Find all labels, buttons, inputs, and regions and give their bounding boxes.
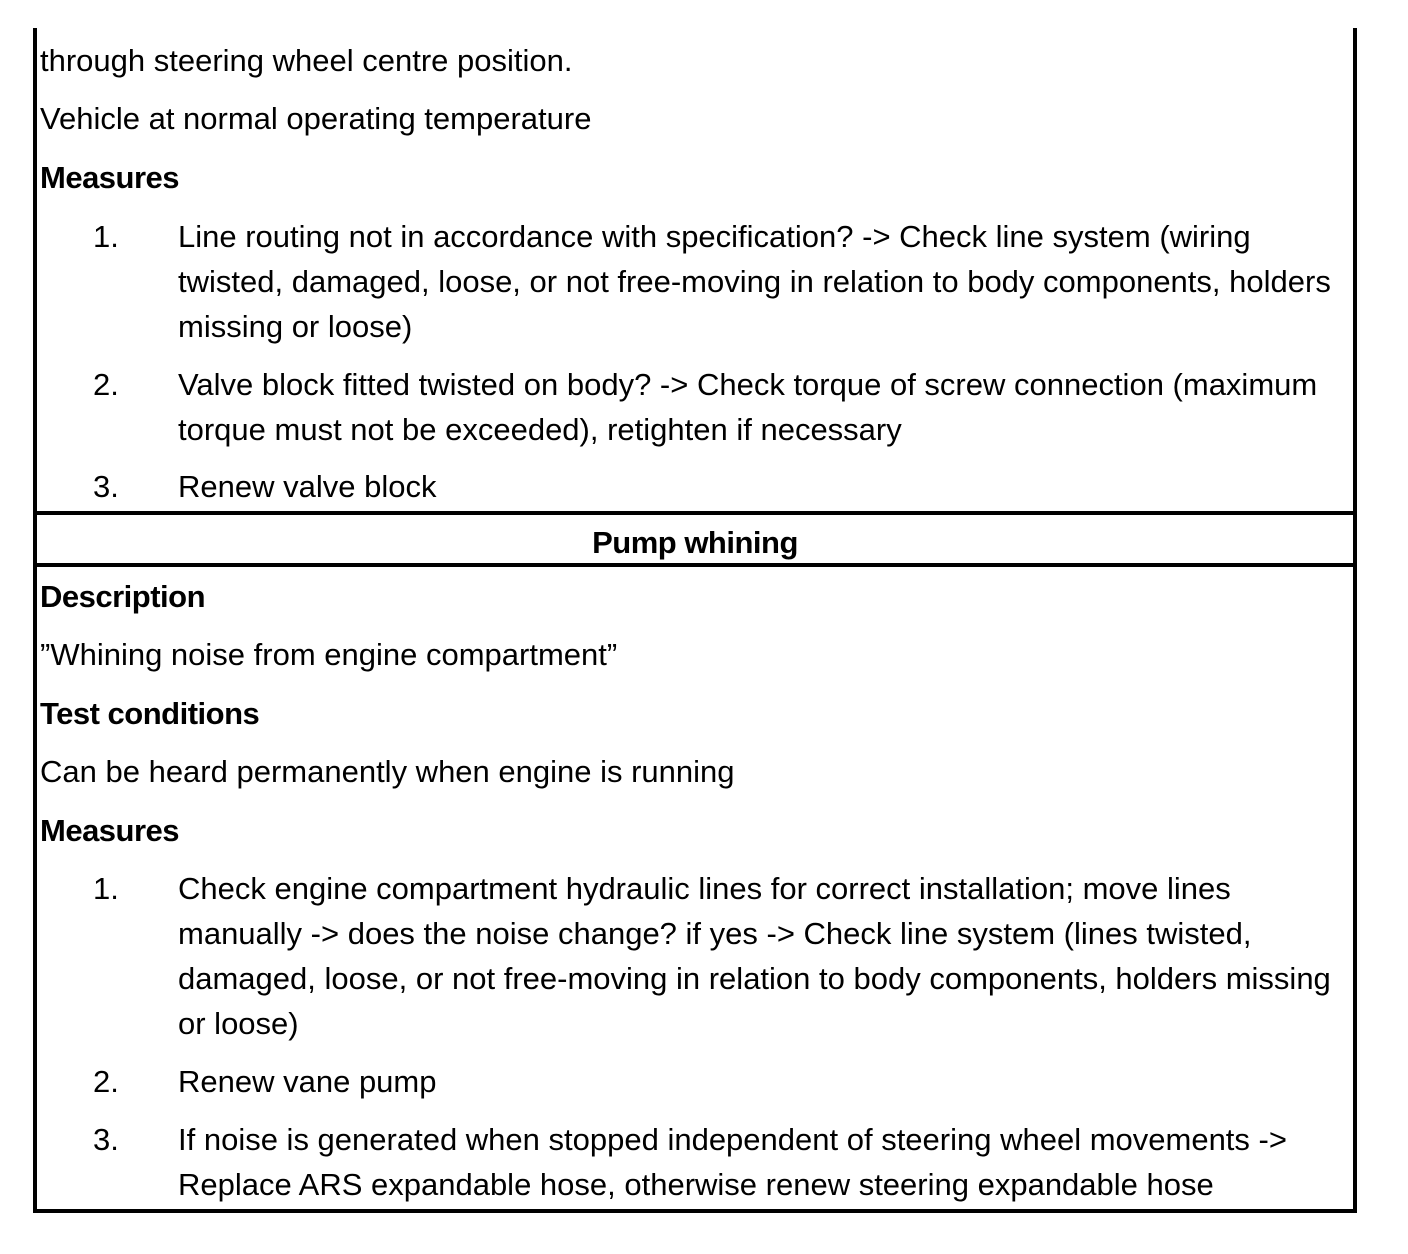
- section-title: Pump whining: [592, 525, 798, 560]
- description-heading: Description: [40, 579, 206, 614]
- measures-heading: Measures: [40, 160, 180, 195]
- measure-number: 1.: [93, 871, 119, 906]
- measure-number: 1.: [93, 219, 119, 254]
- measure-number: 2.: [93, 1064, 119, 1099]
- measure-number: 2.: [93, 367, 119, 402]
- measure-number: 3.: [93, 469, 119, 504]
- description-text: ”Whining noise from engine compartment”: [40, 637, 618, 672]
- test-conditions-text: Can be heard permanently when engine is running: [40, 754, 735, 789]
- measures-heading: Measures: [40, 813, 180, 848]
- section-divider-top: [33, 511, 1357, 515]
- test-conditions-heading: Test conditions: [40, 696, 260, 731]
- measure-text: If noise is generated when stopped independent of steering wheel movements -> Replace ARS expandable hose, otherwise renew steering expandable hose: [178, 1122, 1287, 1202]
- section-divider-bottom: [33, 563, 1357, 567]
- measure-text: Line routing not in accordance with specification? -> Check line system (wiring twisted, damaged, loose, or not free-moving in relation to body components, holders missing or loose): [178, 219, 1331, 344]
- measure-text: Valve block fitted twisted on body? -> Check torque of screw connection (maximum torque must not be exceeded), retighten if necessary: [178, 367, 1318, 447]
- intro-line-2: Vehicle at normal operating temperature: [40, 101, 592, 136]
- measure-text: Renew vane pump: [178, 1064, 437, 1099]
- measure-text: Check engine compartment hydraulic lines for correct installation; move lines manually -> does the noise change? if yes -> Check line system (lines twisted, damaged, loose, or not free-moving in relation to body components, holders missing or loose): [178, 871, 1331, 1041]
- measure-text: Renew valve block: [178, 469, 437, 504]
- intro-line-1: through steering wheel centre position.: [40, 43, 573, 78]
- measure-number: 3.: [93, 1122, 119, 1157]
